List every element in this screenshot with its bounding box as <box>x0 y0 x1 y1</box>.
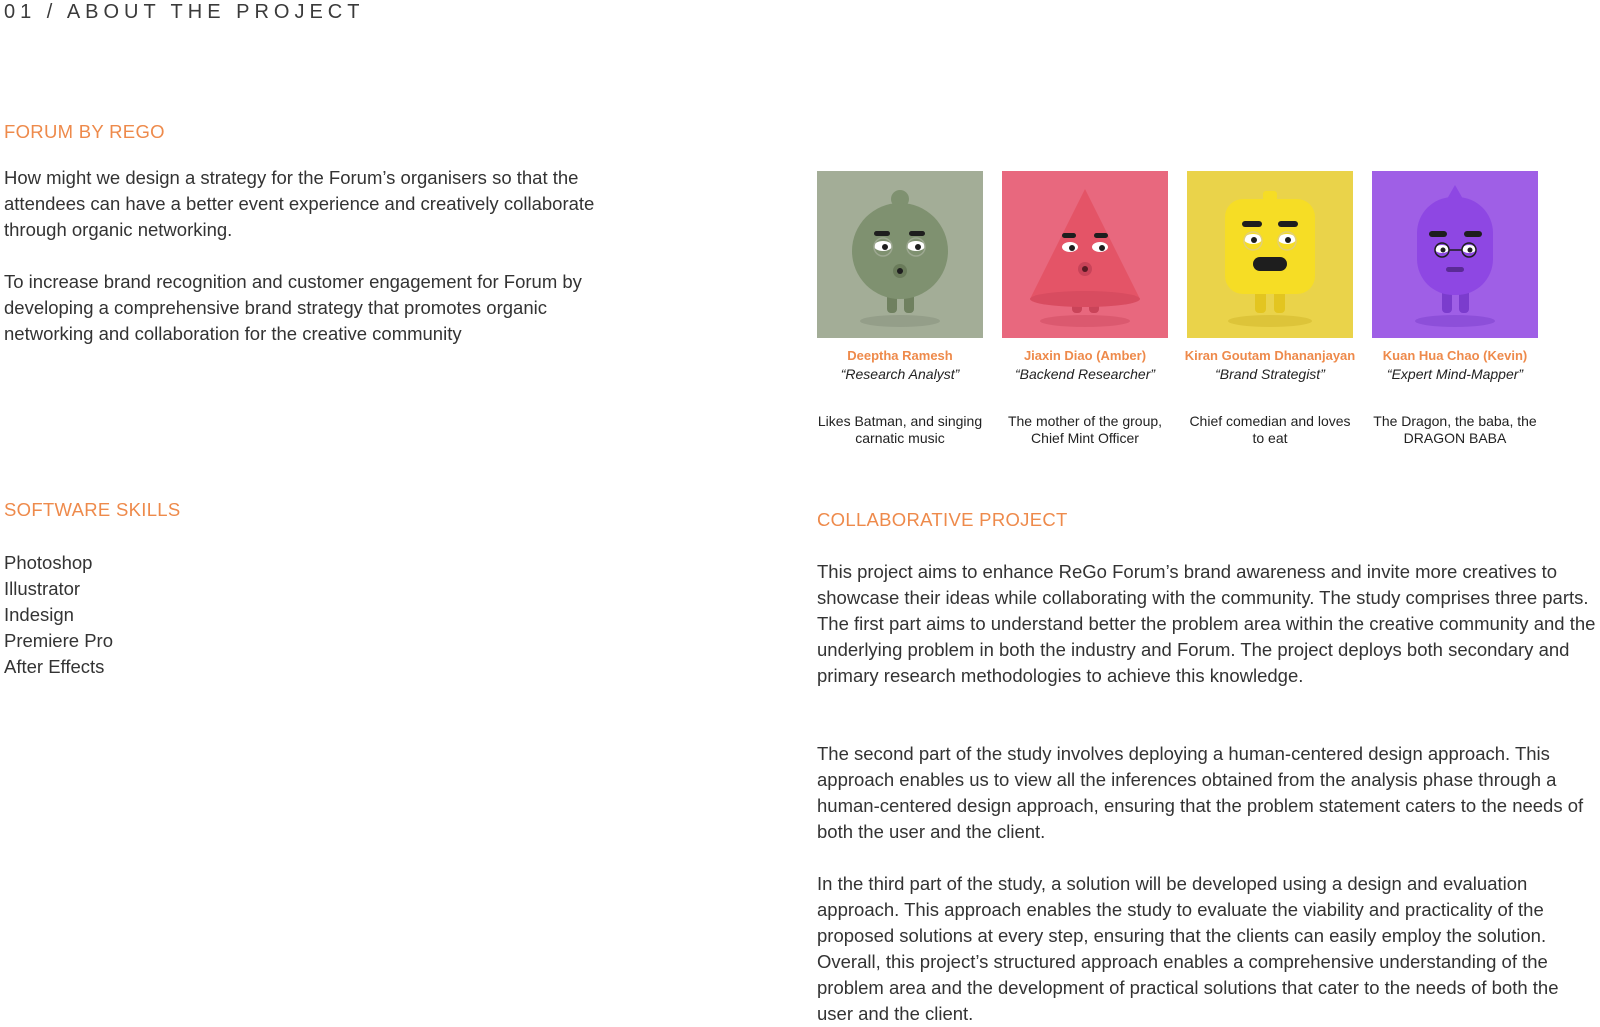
page-title: 01 / ABOUT THE PROJECT <box>4 1 365 23</box>
member-role: “Backend Researcher” <box>1014 366 1156 382</box>
member-name: Jiaxin Diao (Amber) <box>1023 348 1147 363</box>
skill-item: Indesign <box>4 604 74 625</box>
software-skills-list <box>4 550 113 680</box>
skill-item: Photoshop <box>4 552 93 573</box>
skill-item: Premiere Pro <box>4 630 113 651</box>
collab-paragraph-3: In the third part of the study, a solution will be developed using a design and evaluation approach. This approach enables the study to evaluate the viability and practicality of the proposed solutions at every step, ensuring that the clients can easily employ the solution. Overall, this project’s structured approach enables a comprehensive understanding of the problem area and the development of practical solutions that cater to the needs of both the user and the client. <box>817 873 1559 1024</box>
member-role: “Brand Strategist” <box>1215 366 1325 382</box>
forum-goal-text: To increase brand recognition and customer engagement for Forum by developing a comprehensive brand strategy that promotes organic networking and collaboration for the creative community <box>4 271 582 344</box>
collaborative-project-heading: COLLABORATIVE PROJECT <box>817 509 1068 530</box>
avatar-yellow-block-character <box>1187 171 1353 338</box>
skill-item: Illustrator <box>4 578 81 599</box>
forum-question-text: How might we design a strategy for the Forum’s organisers so that the attendees can have a better event experience and creatively collaborate through organic networking. <box>4 167 595 240</box>
forum-heading: FORUM BY REGO <box>4 121 165 142</box>
member-name: Kuan Hua Chao (Kevin) <box>1382 348 1528 363</box>
avatar-green-round-character <box>817 171 983 338</box>
avatar-purple-capsule-character <box>1372 171 1538 338</box>
member-role: “Expert Mind-Mapper” <box>1386 366 1524 382</box>
team-members-grid <box>817 171 1577 471</box>
member-role: “Research Analyst” <box>840 366 960 382</box>
member-bio: The Dragon, the baba, the DRAGON BABA <box>1373 413 1537 446</box>
member-bio: Likes Batman, and singing carnatic music <box>817 413 983 446</box>
member-bio: The mother of the group, Chief Mint Officer <box>1007 413 1163 446</box>
avatar-pink-cone-character <box>1002 171 1168 338</box>
software-skills-heading: SOFTWARE SKILLS <box>4 499 181 520</box>
member-bio: Chief comedian and loves to eat <box>1189 413 1351 446</box>
skill-item: After Effects <box>4 656 105 677</box>
member-name: Deeptha Ramesh <box>847 348 953 363</box>
member-name: Kiran Goutam Dhananjayan <box>1184 348 1356 363</box>
collab-paragraph-2: The second part of the study involves deploying a human-centered design approach. This approach enables us to view all the inferences obtained from the analysis phase through a human-centered design approach, ensuring that the problem statement caters to the needs of both the user and the client. <box>817 743 1584 842</box>
collab-paragraph-1: This project aims to enhance ReGo Forum’s brand awareness and invite more creatives to showcase their ideas while collaborating with the community. The study comprises three parts. The first part aims to understand better the problem area within the creative community and the underlying problem in both the industry and Forum. The project deploys both secondary and primary research methodologies to achieve this knowledge. <box>817 561 1596 686</box>
